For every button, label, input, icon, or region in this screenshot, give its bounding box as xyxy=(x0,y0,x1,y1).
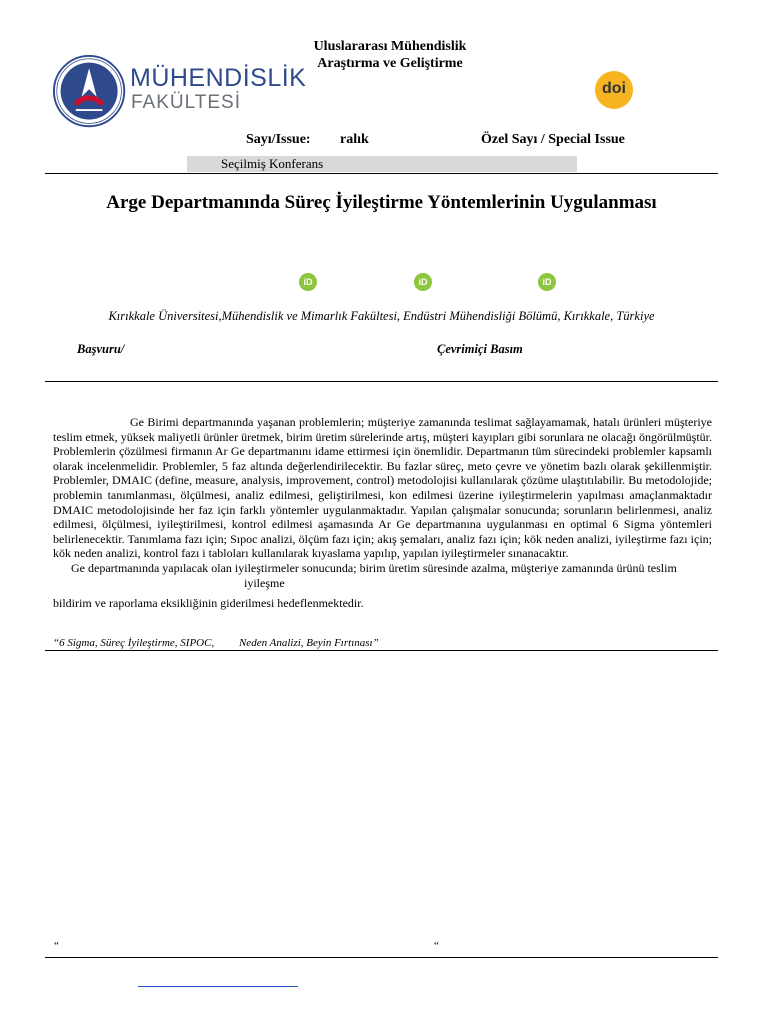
abstract xyxy=(53,415,712,611)
received-date: Başvuru/ xyxy=(77,342,125,356)
abstract-paragraph: Ge departmanında yapılacak olan iyileştirmeler sonucunda; birim üretim süresinde azalma, müşteriye zamanında ürünü teslim xyxy=(71,560,677,575)
faculty-seal-icon xyxy=(53,55,129,131)
abstract-paragraph: bildirim ve raporlama eksikliğinin giderilmesi hedeflenmektedir. xyxy=(53,596,364,611)
faculty-name-line2: FAKÜLTESİ xyxy=(131,92,242,113)
issue-label: Sayı/Issue: xyxy=(246,132,311,147)
conference-bar xyxy=(187,156,577,172)
faculty-name-line1: MÜHENDİSLİK xyxy=(130,64,307,92)
abstract-divider xyxy=(45,650,718,651)
affiliation: Kırıkkale Üniversitesi,Mühendislik ve Mimarlık Fakültesi, Endüstri Mühendisliği Bölümü, Kırıkkale, Türkiye xyxy=(108,309,655,323)
info-divider xyxy=(45,381,718,382)
footnote-mark-right: “ xyxy=(434,940,439,952)
journal-name-line1: Uluslararası Mühendislik xyxy=(313,39,467,54)
footnote-mark-left: “ xyxy=(54,940,59,952)
orcid-icon[interactable]: iD xyxy=(538,273,556,291)
journal-name-line2: Araştırma ve Geliştirme xyxy=(317,56,463,71)
doi-badge-icon[interactable]: doi xyxy=(595,71,633,109)
orcid-icon[interactable]: iD xyxy=(299,273,317,291)
keywords-part-b: Neden Analizi, Beyin Fırtınası” xyxy=(238,637,379,649)
abstract-paragraph-continuation: iyileşme xyxy=(244,575,285,590)
keywords xyxy=(53,637,379,649)
published-date: Çevrimiçi Basım xyxy=(437,342,523,356)
keywords-part-a: “6 Sigma, Süreç İyileştirme, SIPOC, xyxy=(53,637,215,649)
orcid-icon[interactable]: iD xyxy=(414,273,432,291)
footer-divider xyxy=(45,957,718,958)
header-divider xyxy=(45,173,718,174)
abstract-paragraph: Ge Birimi departmanında yaşanan problemlerin; müşteriye zamanında teslimat sağlayamamak, hatalı ürünleri müşteriye teslim etmek, yüksek maliyetli ürünler üretmek, birim üretim sürelerinde artış, müşteri kayıpları gibi sorunlara ne olacağı öngörülmüştür. Problemlerin çözülmesi firmanın Ar Ge departmanını idame ettirmesi için önemlidir. Departmanın tüm sürecindeki problemler kapsamlı olarak incelenmelidir. Problemler, 5 faz altında değerlendirilecektir. Bu fazlar süreç, meto çevre ve yönetim bazlı olarak şekillenmiştir. Problemler, DMAIC (define, measure, analysis, improvement, control) metodolojisi kullanılarak çözüme ulaştıtılabilir. Bu metodolojide; problemin tanımlanması, ölçülmesi, analiz edilmesi, geliştirilmesi, kon edilmesi üzerine iyileştirmelerin yapılması amaçlanmaktadır DMAIC metodolojisinde her faz için farklı yöntemler uygulanmaktadır. Yapılan çalışmalar sonucunda; sorunların belirlenmesi, analiz edilmesi, ölçülmesi, iyileştirilmesi, kontrol edilmesi aşamasında Ar Ge departmanına uygulanması en optimal 6 Sigma yöntemleri belirlenecektir. Tanımlama fazı için; Sıpoc analizi, ölçüm fazı için; akış şemaları, analiz fazı için; kök neden analizi, iyileştirme fazı için; kök neden analizi, kontrol fazı i tabloları kullanılarak kıyaslama yapılıp, yapılan iyileştirmeler sınanacaktır. xyxy=(53,415,712,561)
issue-value: ralık xyxy=(340,132,369,147)
article-title: Arge Departmanında Süreç İyileştirme Yöntemlerinin Uygulanması xyxy=(106,192,657,213)
email-link[interactable] xyxy=(138,986,298,987)
conference-label: Seçilmiş Konferans xyxy=(221,156,324,171)
special-issue-label: Özel Sayı / Special Issue xyxy=(481,132,625,147)
